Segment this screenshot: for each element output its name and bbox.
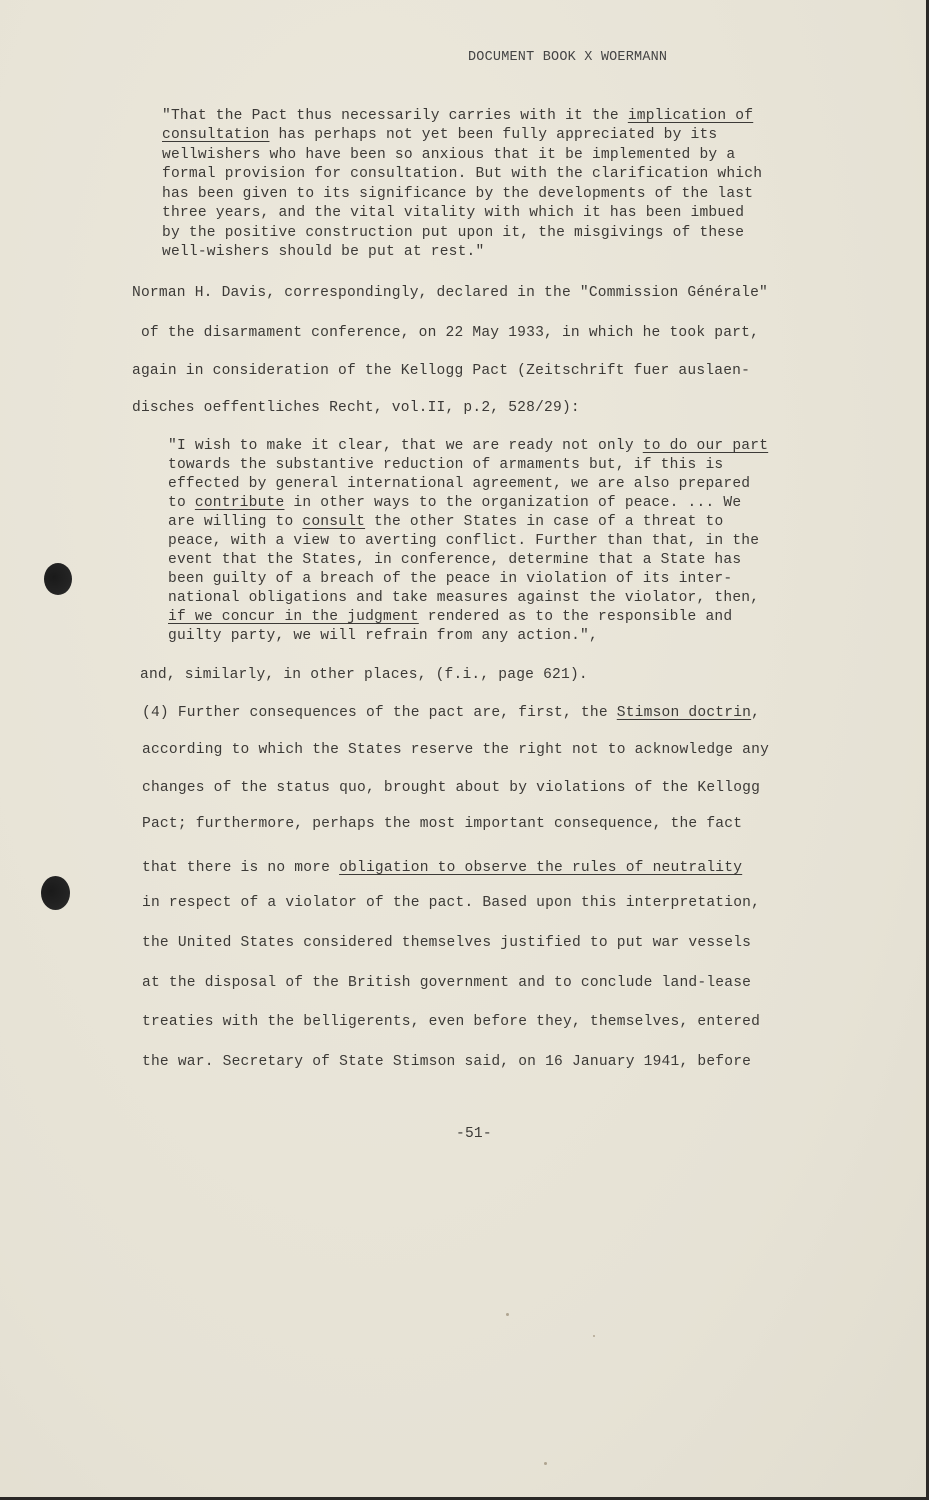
text-line — [168, 590, 759, 606]
text-line — [168, 571, 732, 587]
text-line — [168, 438, 768, 454]
underlined-text: to do our part — [642, 438, 769, 454]
text-segment: in other ways to the organization of peace. ... We — [284, 495, 742, 511]
text-segment: according to which the States reserve the right not to acknowledge any — [142, 742, 770, 758]
text-segment: the United States considered themselves justified to put war vessels — [142, 935, 752, 951]
text-segment: rendered as to the responsible and — [418, 609, 733, 625]
underlined-text: implication of — [627, 108, 754, 124]
text-segment: has perhaps not yet been fully appreciated by its — [269, 127, 718, 143]
text-segment: "That the Pact thus necessarily carries with it the — [162, 108, 628, 124]
punch-hole-icon — [41, 876, 70, 910]
text-line — [142, 742, 769, 758]
text-segment: peace, with a view to averting conflict. Further than that, in the — [168, 533, 760, 549]
text-line — [142, 860, 742, 876]
text-segment: the war. Secretary of State Stimson said, on 16 January 1941, before — [142, 1054, 752, 1070]
text-line — [142, 780, 760, 796]
text-line — [168, 476, 750, 492]
text-line — [142, 1054, 751, 1070]
text-line: disches oeffentliches Recht, vol.II, p.2, 528/29): — [132, 400, 580, 416]
text-line — [162, 166, 762, 182]
text-line — [168, 514, 723, 530]
text-segment: Pact; furthermore, perhaps the most important consequence, the fact — [142, 816, 743, 832]
text-segment: the other States in case of a threat to — [365, 514, 724, 530]
document-header: DOCUMENT BOOK X WOERMANN — [468, 50, 668, 65]
text-segment: three years, and the vital vitality with which it has been imbued — [162, 205, 745, 221]
page-number: -51- — [456, 1126, 492, 1142]
text-line — [168, 457, 723, 473]
text-line — [142, 895, 760, 911]
text-segment: by the positive construction put upon it, the misgivings of these — [162, 225, 745, 241]
text-segment: that there is no more — [142, 860, 340, 876]
text-segment: "I wish to make it clear, that we are ready not only — [168, 438, 643, 454]
text-segment: guilty party, we will refrain from any action.", — [168, 628, 598, 644]
text-segment: has been given to its significance by the developments of the last — [162, 186, 754, 202]
text-segment: towards the substantive reduction of armaments but, if this is — [168, 457, 724, 473]
underlined-text: consult — [302, 514, 366, 530]
text-segment: effected by general international agreement, we are also prepared — [168, 476, 751, 492]
text-segment: , — [751, 705, 761, 721]
text-line: of the disarmament conference, on 22 May 1933, in which he took part, — [132, 325, 760, 341]
text-segment: and, similarly, in other places, (f.i., page 621). — [140, 667, 588, 683]
text-segment: are willing to — [168, 514, 303, 530]
paper-fleck — [593, 1335, 595, 1337]
text-line — [168, 533, 759, 549]
text-line — [140, 667, 588, 683]
text-segment: formal provision for consultation. But with the clarification which — [162, 166, 763, 182]
text-line — [162, 127, 717, 143]
underlined-text: contribute — [194, 495, 285, 511]
text-segment: at the disposal of the British government and to conclude land-lease — [142, 975, 752, 991]
text-line — [168, 495, 741, 511]
underlined-text: consultation — [162, 127, 270, 143]
paper-fleck — [506, 1313, 509, 1316]
text-segment: well-wishers should be put at rest." — [162, 244, 485, 260]
text-line — [142, 816, 742, 832]
text-line — [142, 1014, 760, 1030]
underlined-text: Stimson doctrin — [616, 705, 752, 721]
text-line — [142, 935, 751, 951]
text-segment: wellwishers who have been so anxious that it be implemented by a — [162, 147, 736, 163]
text-line: again in consideration of the Kellogg Pact (Zeitschrift fuer auslaen- — [132, 363, 751, 379]
text-segment: event that the States, in conference, determine that a State has — [168, 552, 742, 568]
text-line: Norman H. Davis, correspondingly, declared in the "Commission Générale" — [132, 285, 768, 301]
text-line — [162, 147, 735, 163]
underlined-text: obligation to observe the rules of neutrality — [339, 860, 743, 876]
text-line — [162, 186, 753, 202]
text-segment: in respect of a violator of the pact. Based upon this interpretation, — [142, 895, 761, 911]
punch-hole-icon — [44, 563, 72, 595]
underlined-text: if we concur in the judgment — [168, 609, 419, 625]
text-line — [162, 225, 744, 241]
text-line — [142, 705, 760, 721]
text-line — [142, 975, 751, 991]
text-segment: (4) Further consequences of the pact are, first, the — [142, 705, 617, 721]
text-line — [168, 552, 741, 568]
text-segment: to — [168, 495, 195, 511]
text-line — [162, 108, 753, 124]
text-segment: treaties with the belligerents, even before they, themselves, entered — [142, 1014, 761, 1030]
text-line — [168, 628, 598, 644]
text-segment: changes of the status quo, brought about by violations of the Kellogg — [142, 780, 761, 796]
text-line — [162, 244, 484, 260]
text-line — [168, 609, 732, 625]
text-segment: national obligations and take measures against the violator, then, — [168, 590, 760, 606]
text-line — [162, 205, 744, 221]
text-segment: been guilty of a breach of the peace in violation of its inter- — [168, 571, 733, 587]
paper-fleck — [544, 1462, 547, 1465]
